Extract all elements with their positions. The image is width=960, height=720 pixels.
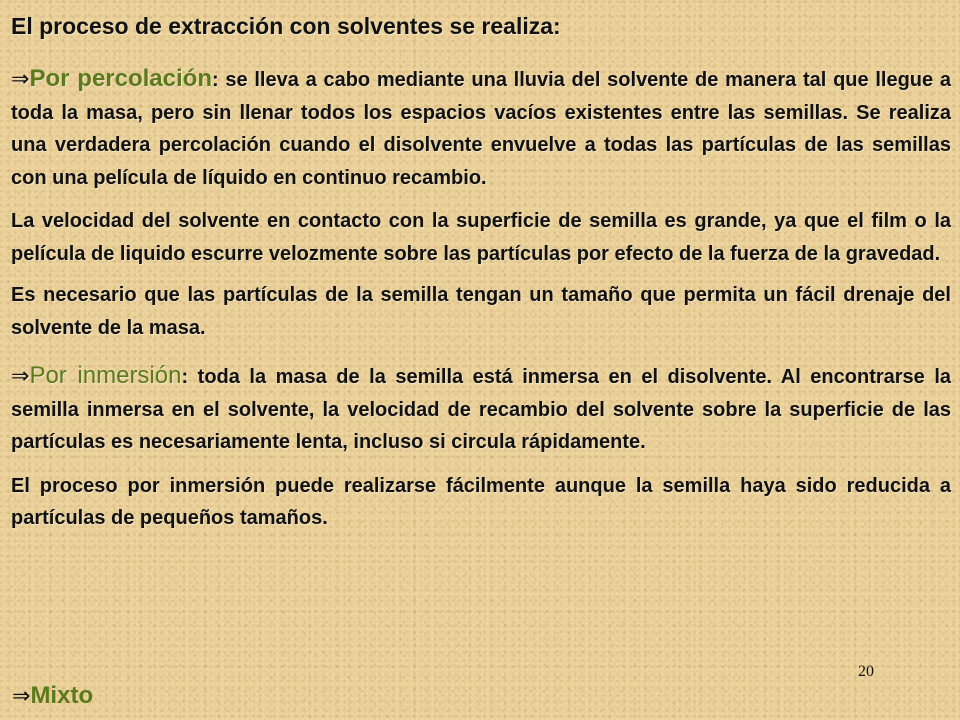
inmersion-heading: Por inmersión (29, 362, 182, 389)
page-number: 20 (858, 663, 874, 680)
percolacion-text: se lleva a cabo mediante una lluvia del solvente de manera tal que llegue a toda la masa, pero sin llenar todos los espacios vacíos existentes entre las semillas. Se realiza una verdadera percolación cuando el disolvente envuelve a todas las partículas de las semillas con una película de líquido en continuo recambio. (11, 69, 951, 189)
mixto-item (12, 680, 93, 713)
percolacion-colon: : (212, 69, 219, 91)
slide (11, 6, 951, 714)
inmersion-text: toda la masa de la semilla está inmersa en el disolvente. Al encontrarse la semilla inmersa en el solvente, la velocidad de recambio del solvente sobre la superficie de las partículas es necesariamente lenta, incluso si circula rápidamente. (11, 366, 952, 453)
inmersion-note-paragraph: El proceso por inmersión puede realizarse fácilmente aunque la semilla haya sido reducida a partículas de pequeños tamaños. (11, 474, 951, 529)
implies-arrow-icon: ⇒ (11, 364, 30, 389)
implies-arrow-icon: ⇒ (12, 684, 31, 709)
percolacion-paragraph (11, 63, 951, 194)
mixto-heading: Mixto (30, 682, 94, 709)
inmersion-colon: : (181, 366, 189, 388)
velocidad-paragraph: La velocidad del solvente en contacto con la superficie de semilla es grande, ya que el film o la película de liquido escurre velozmente sobre las partículas por efecto de la fuerza de la gravedad. (11, 210, 951, 265)
slide-title: El proceso de extracción con solventes se realiza: (11, 13, 561, 39)
necesario-paragraph: Es necesario que las partículas de la semilla tengan un tamaño que permita un fácil drenaje del solvente de la masa. (11, 284, 951, 339)
inmersion-paragraph (11, 360, 951, 459)
percolacion-heading: Por percolación (29, 65, 212, 92)
implies-arrow-icon: ⇒ (11, 67, 30, 92)
